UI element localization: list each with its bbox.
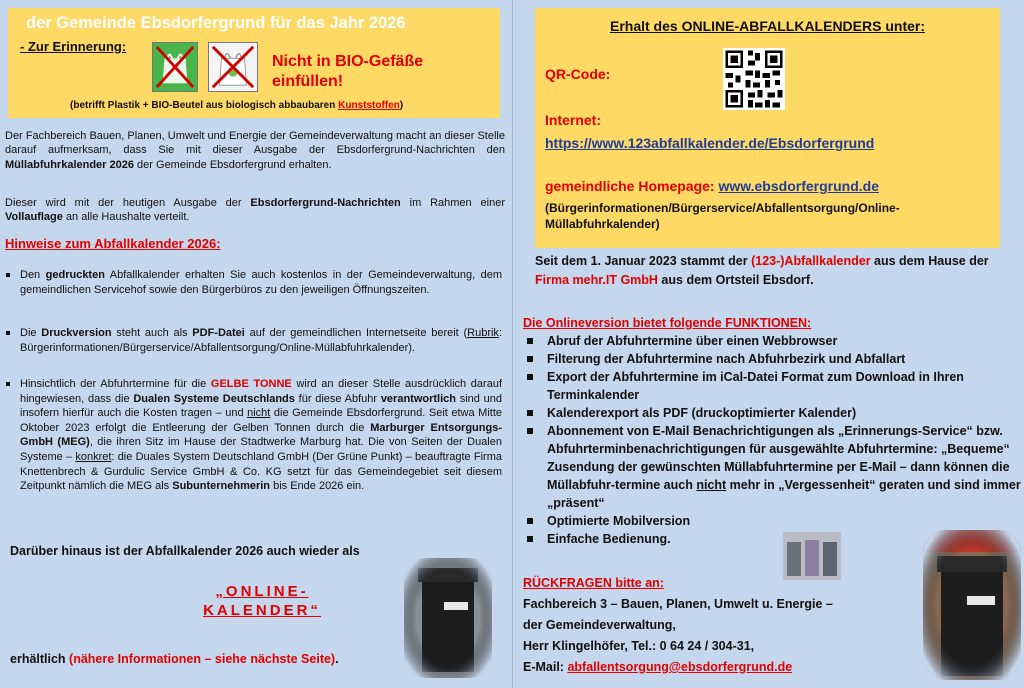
homepage-path: (Bürgerinformationen/Bürgerservice/Abfallentsorgung/Online-Müllabfuhrkalender): [545, 201, 900, 231]
intro-text-a: Der Fachbereich Bauen, Planen, Umwelt und Energie der Gemeindeverwaltung macht an dieser Stelle darauf aufmerksam, dass Sie mit dieser Ausgabe der Ebsdorfergrund-Nachrichten den: [5, 130, 505, 157]
erhaeltlich-text: [10, 652, 339, 666]
homepage-url-link[interactable]: www.ebsdorfergrund.de: [718, 178, 879, 194]
b3-e: für diese Abfuhr: [294, 392, 381, 405]
internet-label: Internet:: [545, 112, 601, 128]
functions-list: [523, 332, 1023, 548]
b2-b: Druckversion: [41, 327, 112, 339]
contact-line: Herr Klingelhöfer, Tel.: 0 64 24 / 304-31,: [523, 639, 755, 653]
bullet-printed-calendar: [6, 268, 502, 297]
bio-bag-crossed-icon: [208, 42, 258, 92]
b3-a: Hinsichtlich der Abfuhrtermine für die: [20, 378, 211, 390]
bio-warning: [272, 52, 472, 92]
b3-h: nicht: [247, 407, 271, 420]
functions-heading: Die Onlineversion bietet folgende FUNKTIONEN:: [523, 316, 812, 330]
right-page: [512, 0, 1024, 688]
b3-g: sind und insofern hierfür auch die Kosten tragen – und: [20, 392, 503, 420]
since-a: Seit dem 1. Januar 2023 stammt der: [535, 254, 752, 268]
function-item-email: [523, 422, 1023, 512]
f5-b: nicht: [696, 478, 727, 492]
function-item: Filterung der Abfuhrtermine nach Abfuhrbezirk und Abfallart: [523, 350, 1023, 368]
b3-f: verantwortlich: [380, 392, 456, 405]
b2-f: Rubrik: [467, 327, 499, 339]
b2-g: : Bürgerinformationen/Bürgerservice/Abfallentsorgung/Online-Müllabfuhrkalender).: [20, 327, 502, 354]
b3-m: : die Duales System Deutschland GmbH (Der Grüne Punkt) – beauftragte Firma Knettenbrech & Gurdulic Service GmbH & Co. KG setzt für das Gemeindegebiet seit diesem Zeitpunkt nämlich die MEG als: [20, 450, 502, 493]
homepage-line: [545, 178, 879, 194]
contact-email-line: [523, 657, 903, 678]
homepage-label: gemeindliche Homepage:: [545, 178, 719, 194]
b3-j: Marburger Entsorgungs-GmbH (MEG): [20, 421, 502, 449]
since-e: aus dem Ortsteil Ebsdorf.: [657, 273, 814, 287]
left-header-box: [8, 8, 500, 118]
rueckfragen-heading: RÜCKFRAGEN bitte an:: [523, 576, 664, 590]
plastic-bag-crossed-icon: [152, 42, 198, 92]
darueber-hinaus-text: Darüber hinaus ist der Abfallkalender 2026 auch wieder als: [10, 544, 360, 558]
since-b: (123-)Abfallkalender: [751, 254, 871, 268]
dist-text-a: Dieser wird mit der heutigen Ausgabe der: [5, 197, 251, 209]
waste-bin-photo: [923, 530, 1021, 680]
function-item: Einfache Bedienung.: [523, 530, 1023, 548]
bio-note-suffix: ): [399, 100, 404, 111]
function-item: Export der Abfuhrtermine im iCal-Datei Format zum Download in Ihren Terminkalender: [523, 368, 1023, 404]
online-calendar-box: [535, 8, 1000, 248]
b3-d: Dualen Systeme Deutschlands: [133, 392, 295, 405]
bullet-print-version: [6, 326, 502, 355]
b3-n: Subunternehmerin: [172, 480, 271, 493]
email-link[interactable]: abfallentsorgung@ebsdorfergrund.de: [567, 660, 793, 674]
f5-c: mehr in „Vergessenheit“ geraten und sind immer „präsent“: [547, 478, 1021, 510]
since-d: Firma mehr.IT GmbH: [535, 273, 658, 287]
intro-paragraph: [5, 129, 505, 172]
qr-code-label: QR-Code:: [545, 66, 611, 82]
dist-text-d: Vollauflage: [5, 211, 63, 224]
b1-a: Den: [20, 269, 46, 281]
intro-text-b: Müllabfuhrkalender 2026: [5, 158, 134, 171]
since-2023-text: [535, 252, 1005, 290]
b2-a: Die: [20, 327, 42, 339]
contact-line: Fachbereich 3 – Bauen, Planen, Umwelt u. Energie –: [523, 597, 833, 611]
bio-warning-line1: Nicht in BIO-Gefäße: [272, 53, 424, 70]
since-c: aus dem Hause der: [870, 254, 989, 268]
left-header-title: der Gemeinde Ebsdorfergrund für das Jahr 2026: [26, 14, 406, 32]
distribution-paragraph: [5, 196, 505, 225]
erh-a: erhältlich: [10, 652, 70, 666]
f5-a: Abonnement von E-Mail Benachrichtigungen als „Erinnerungs-Service“ bzw. Abfuhrterminbenachrichtigungen für ausgewählte Abfuhrtermine: „Bequeme“ Zusendung der gewünschten Müllabfuhrtermine per E-Mail – dann können die Müllabfuhr-termine auch: [547, 424, 1010, 492]
bullet-marker: [6, 273, 10, 277]
bullet-yellow-bin: [6, 377, 502, 494]
b3-b: GELBE TONNE: [210, 378, 292, 390]
bio-note-prefix: (betrifft Plastik + BIO-Beutel aus biologisch abbaubaren: [70, 100, 339, 111]
b2-d: PDF-Datei: [192, 327, 245, 339]
b2-c: steht auch als: [111, 327, 193, 339]
small-bins-photo: [783, 532, 841, 580]
online-kalender-line2: KALENDER“: [203, 602, 321, 619]
contact-line: der Gemeindeverwaltung,: [523, 618, 676, 632]
bullet-marker: [6, 382, 10, 386]
b1-b: gedruckten: [45, 269, 105, 281]
bio-note: [70, 100, 403, 111]
online-kalender-line1: „ONLINE-: [215, 583, 309, 600]
dist-text-b: Ebsdorfergrund-Nachrichten: [250, 197, 401, 209]
qr-code-icon[interactable]: [723, 48, 785, 110]
b3-k: , die ihren Sitz im Hause der Stadtwerke Marburg hat. Die von Seiten der Dualen Systeme –: [20, 436, 502, 463]
b1-c: Abfallkalender erhalten Sie auch kostenlos in der Gemeindeverwaltung, dem gemeindlichen Servicehof sowie den Bürgerbüros zu den jeweiligen Öffnungszeiten.: [20, 269, 502, 296]
rueckfragen-contact: [523, 594, 903, 678]
bullet-marker: [6, 331, 10, 335]
email-label: E-Mail:: [523, 660, 568, 674]
b3-c: wird an dieser Stelle ausdrücklich darauf hingewiesen, dass die: [20, 378, 502, 405]
function-item: Kalenderexport als PDF (druckoptimierter Kalender): [523, 404, 1023, 422]
waste-bin-photo: [404, 558, 492, 678]
b3-i: die Gemeinde Ebsdorfergrund. Seit etwa Mitte Oktober 2023 erfolgt die Entleerung der Gelben Tonnen durch die: [20, 407, 502, 434]
function-item: Optimierte Mobilversion: [523, 512, 1023, 530]
online-calendar-title: Erhalt des ONLINE-ABFALLKALENDERS unter:: [609, 18, 925, 34]
erh-end: .: [335, 652, 339, 666]
b2-e: auf der gemeindlichen Internetseite bereit (: [244, 327, 468, 339]
internet-url-link[interactable]: https://www.123abfallkalender.de/Ebsdorfergrund: [545, 135, 875, 151]
bio-note-highlight: Kunststoffen: [338, 100, 400, 111]
online-kalender-title: [182, 582, 342, 620]
reminder-label: - Zur Erinnerung:: [20, 39, 127, 54]
intro-text-c: der Gemeinde Ebsdorfergrund erhalten.: [134, 158, 332, 171]
hinweise-heading: Hinweise zum Abfallkalender 2026:: [5, 236, 221, 251]
b3-l: konkret: [75, 450, 112, 463]
bio-warning-line2: einfüllen!: [272, 73, 344, 90]
b3-o: bis Ende 2026 ein.: [270, 480, 365, 493]
erh-red: (nähere Informationen – siehe nächste Seite): [69, 652, 336, 666]
function-item: Abruf der Abfuhrtermine über einen Webbrowser: [523, 332, 1023, 350]
dist-text-e: an alle Haushalte verteilt.: [62, 211, 190, 224]
dist-text-c: im Rahmen einer: [400, 197, 505, 209]
